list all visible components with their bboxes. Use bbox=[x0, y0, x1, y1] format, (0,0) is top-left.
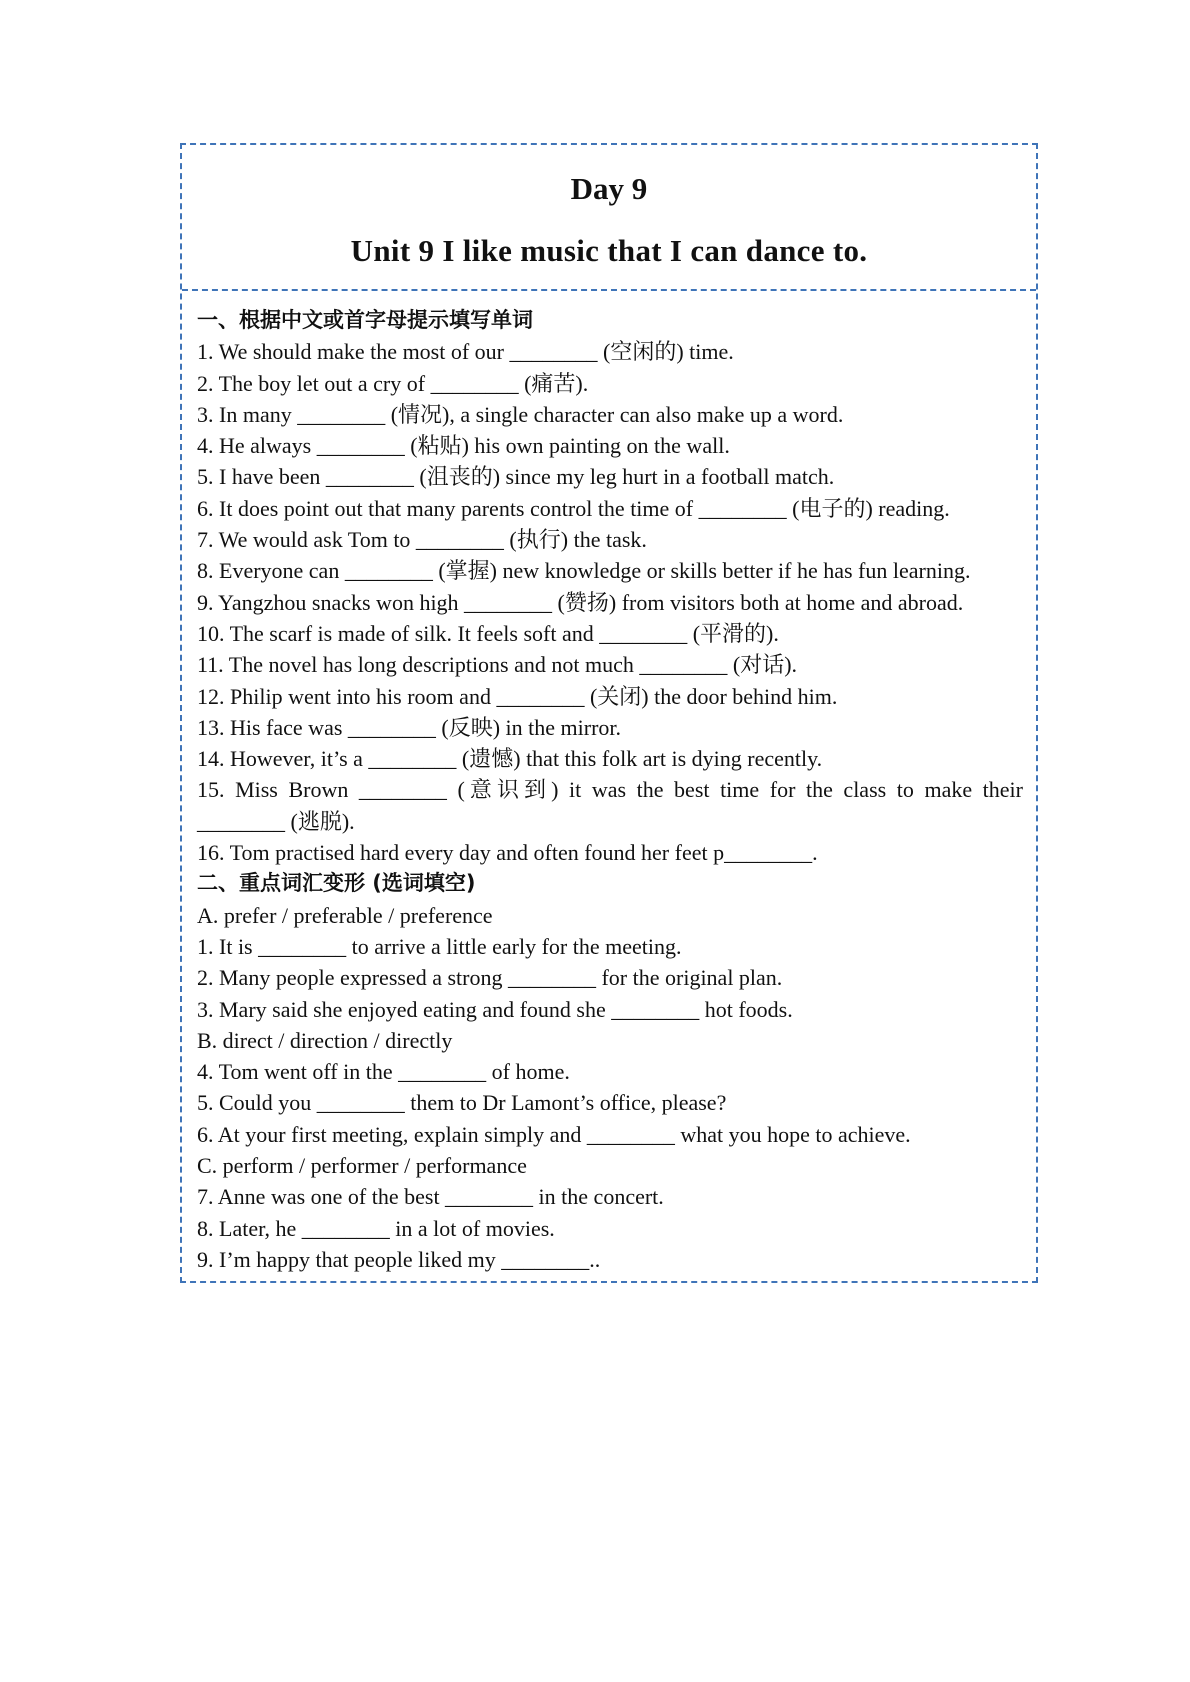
exercise-item: 15. Miss Brown ________ (意识到) it was the best time for the class to make their bbox=[197, 777, 1023, 803]
exercise-item: 9. I’m happy that people liked my ________.. bbox=[197, 1246, 601, 1272]
exercise-item: 2. Many people expressed a strong ________ for the original plan. bbox=[197, 965, 783, 991]
exercise-item: 8. Everyone can ________ (掌握) new knowledge or skills better if he has fun learning. bbox=[197, 558, 971, 584]
exercise-item: 3. Mary said she enjoyed eating and found she ________ hot foods. bbox=[197, 996, 793, 1022]
exercise-item: 2. The boy let out a cry of ________ (痛苦). bbox=[197, 370, 589, 396]
exercise-item: 3. In many ________ (情况), a single character can also make up a word. bbox=[197, 401, 844, 427]
exercise-item: 1. It is ________ to arrive a little early for the meeting. bbox=[197, 933, 682, 959]
exercise-item: 5. I have been ________ (沮丧的) since my leg hurt in a football match. bbox=[197, 464, 835, 490]
section-1-title: 一、根据中文或首字母提示填写单词 bbox=[197, 308, 533, 332]
worksheet-header bbox=[182, 145, 1036, 291]
unit-title: Unit 9 I like music that I can dance to. bbox=[350, 233, 868, 268]
exercise-item: 12. Philip went into his room and ________ (关闭) the door behind him. bbox=[197, 683, 838, 709]
exercise-item: 13. His face was ________ (反映) in the mirror. bbox=[197, 714, 622, 740]
worksheet-frame bbox=[180, 143, 1038, 1283]
word-group-b: B. direct / direction / directly bbox=[197, 1027, 453, 1053]
exercise-item: 6. At your first meeting, explain simply and ________ what you hope to achieve. bbox=[197, 1121, 911, 1147]
exercise-item: 14. However, it’s a ________ (遗憾) that this folk art is dying recently. bbox=[197, 746, 823, 772]
word-group-a: A. prefer / preferable / preference bbox=[197, 902, 493, 928]
exercise-item: 4. He always ________ (粘贴) his own painting on the wall. bbox=[197, 433, 730, 459]
exercise-item: 6. It does point out that many parents control the time of ________ (电子的) reading. bbox=[197, 495, 950, 521]
section-2-title: 二、重点词汇变形 (选词填空) bbox=[197, 871, 476, 896]
exercise-item: 9. Yangzhou snacks won high ________ (赞扬) from visitors both at home and abroad. bbox=[197, 589, 964, 615]
exercise-item-continued: ________ (逃脱). bbox=[197, 808, 355, 834]
exercise-item: 8. Later, he ________ in a lot of movies. bbox=[197, 1215, 555, 1241]
exercise-item: 16. Tom practised hard every day and often found her feet p________. bbox=[197, 840, 818, 866]
exercise-item: 11. The novel has long descriptions and not much ________ (对话). bbox=[197, 652, 798, 678]
word-group-c: C. perform / performer / performance bbox=[197, 1153, 527, 1179]
exercise-item: 10. The scarf is made of silk. It feels soft and ________ (平滑的). bbox=[197, 620, 779, 646]
exercise-item: 7. Anne was one of the best ________ in the concert. bbox=[197, 1184, 664, 1210]
day-title: Day 9 bbox=[570, 171, 648, 206]
exercise-item: 4. Tom went off in the ________ of home. bbox=[197, 1059, 570, 1085]
exercise-item: 7. We would ask Tom to ________ (执行) the task. bbox=[197, 527, 647, 553]
worksheet-body bbox=[182, 291, 1036, 1275]
exercise-item: 5. Could you ________ them to Dr Lamont’s office, please? bbox=[197, 1090, 727, 1116]
exercise-item: 1. We should make the most of our ________ (空闲的) time. bbox=[197, 339, 734, 365]
